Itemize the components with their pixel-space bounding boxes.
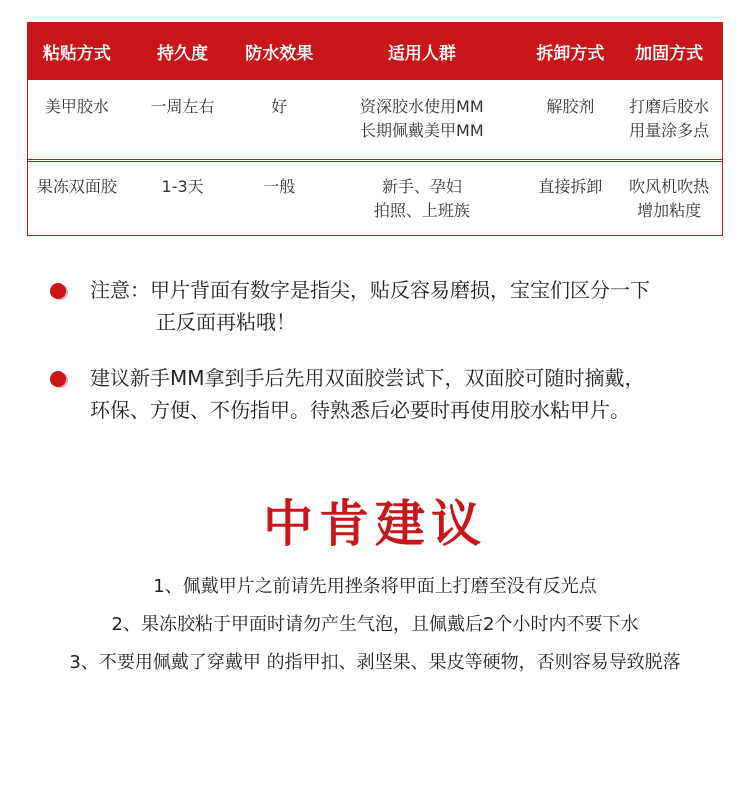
header-method: 粘贴方式 xyxy=(42,43,111,64)
table-header xyxy=(28,23,722,79)
cell-audience-line: 长期佩戴美甲MM xyxy=(360,121,484,140)
cell-audience-line: 新手、孕妇 xyxy=(381,177,462,196)
cell-audience xyxy=(319,95,524,159)
cell-reinforce-line: 吹风机吹热 xyxy=(629,177,710,196)
cell-audience-line: 资深胶水使用MM xyxy=(360,97,484,116)
cell-reinforce xyxy=(616,95,722,159)
cell-reinforce-line: 打磨后胶水 xyxy=(629,97,710,116)
cell-durability: 一周左右 xyxy=(150,97,215,116)
header-reinforce: 加固方式 xyxy=(635,43,704,64)
cell-removal: 直接拆卸 xyxy=(538,177,603,196)
list-item: 2、果冻胶粘于甲面时请勿产生气泡，且佩戴后2个小时内不要下水 xyxy=(111,614,639,635)
cell-removal: 解胶剂 xyxy=(546,97,595,116)
cell-reinforce xyxy=(616,175,722,235)
note-attention xyxy=(50,274,650,338)
note-line: 环保、方便、不伤指甲。待熟悉后必要时再使用胶水粘甲片。 xyxy=(90,398,630,422)
cell-reinforce-line: 用量涂多点 xyxy=(629,121,710,140)
list-item: 3、不要用佩戴了穿戴甲 的指甲扣、剥坚果、果皮等硬物，否则容易导致脱落 xyxy=(69,652,681,673)
cell-audience xyxy=(319,175,524,235)
comparison-table xyxy=(27,22,723,236)
advice-list xyxy=(0,568,750,682)
cell-method: 果冻双面胶 xyxy=(36,177,117,196)
advice-title: 中肯建议 xyxy=(263,495,487,553)
table-row xyxy=(28,79,722,159)
bullet-dot-icon xyxy=(50,283,66,299)
note-suggestion xyxy=(50,362,645,426)
table-row xyxy=(28,159,722,235)
cell-method: 美甲胶水 xyxy=(44,97,109,116)
bullet-dot-icon xyxy=(50,371,66,387)
note-text xyxy=(90,274,650,338)
cell-waterproof: 一般 xyxy=(263,177,296,196)
cell-waterproof: 好 xyxy=(271,97,288,116)
cell-durability: 1-3天 xyxy=(161,177,204,196)
note-line: 正反面再粘哦！ xyxy=(156,310,296,334)
cell-reinforce-line: 增加粘度 xyxy=(637,201,702,220)
note-text xyxy=(90,362,645,426)
header-audience: 适用人群 xyxy=(387,43,456,64)
list-item: 1、佩戴甲片之前请先用挫条将甲面上打磨至没有反光点 xyxy=(153,576,597,597)
header-durability: 持久度 xyxy=(157,43,209,64)
header-removal: 拆卸方式 xyxy=(536,43,605,64)
note-line: 建议新手MM拿到手后先用双面胶尝试下，双面胶可随时摘戴， xyxy=(90,366,645,390)
cell-audience-line: 拍照、上班族 xyxy=(373,201,470,220)
note-line: 注意：甲片背面有数字是指尖，贴反容易磨损，宝宝们区分一下 xyxy=(90,278,650,302)
header-waterproof: 防水效果 xyxy=(245,43,314,64)
